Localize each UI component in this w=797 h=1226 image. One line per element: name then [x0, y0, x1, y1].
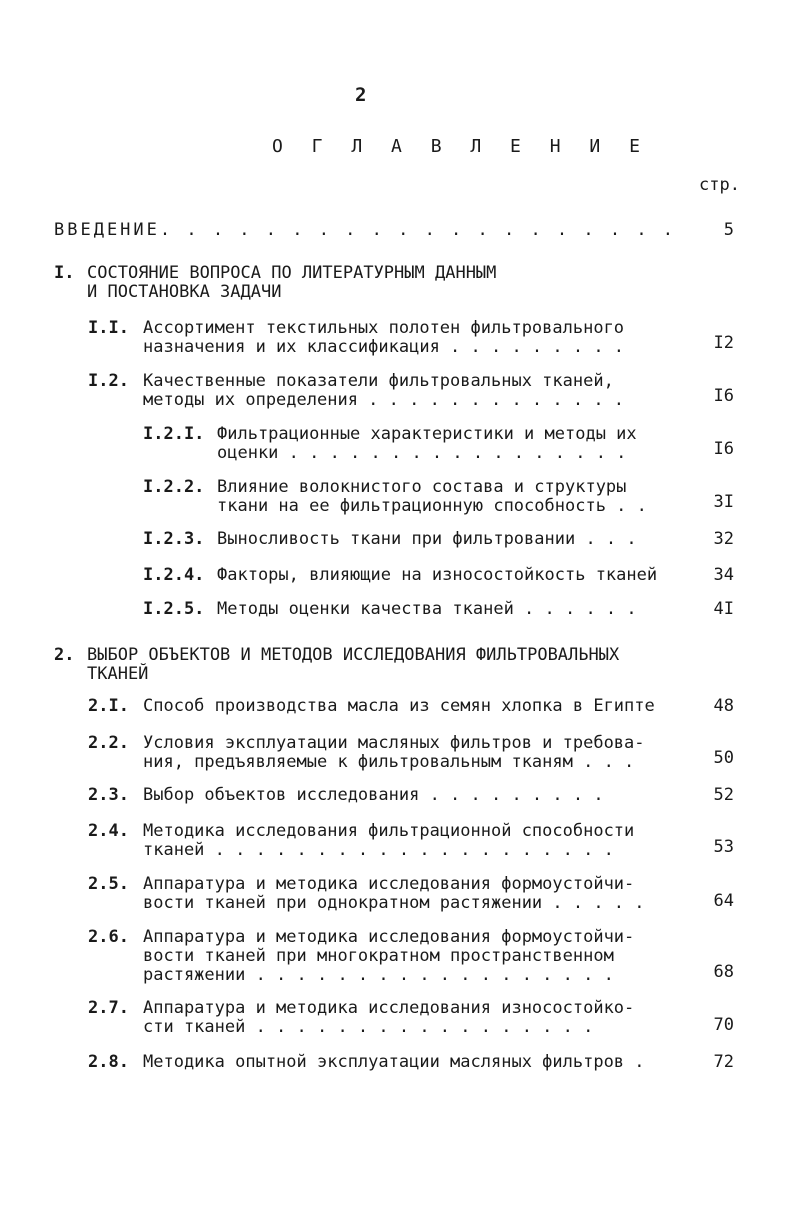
- entry-text: оценки . . . . . . . . . . . . . . . . .: [217, 443, 627, 463]
- entry-number: I.I.: [88, 318, 129, 338]
- entry-text: вости тканей при многократном пространственном: [143, 946, 614, 966]
- entry-number: 2.5.: [88, 874, 129, 894]
- entry-page: 64: [713, 891, 734, 911]
- entry-text: Аппаратура и методика исследования износостойко-: [143, 998, 635, 1018]
- entry-text: сти тканей . . . . . . . . . . . . . . . . .: [143, 1017, 594, 1037]
- entry-number: 2.4.: [88, 821, 129, 841]
- entry-text: Методика исследования фильтрационной способности: [143, 821, 635, 841]
- entry-page: 68: [713, 962, 734, 982]
- entry-number: I.2.5.: [143, 599, 205, 619]
- entry-number: 2.I.: [88, 696, 129, 716]
- entry-text: ния, предъявляемые к фильтровальным тканям . . .: [143, 752, 635, 772]
- page-column-label: стр.: [699, 175, 740, 195]
- entry-page: 70: [713, 1015, 734, 1035]
- entry-page: 32: [713, 529, 734, 549]
- entry-page: 72: [713, 1052, 734, 1072]
- entry-number: 2.2.: [88, 733, 129, 753]
- entry-text: ВВЕДЕНИЕ. . . . . . . . . . . . . . . . . . . .: [54, 220, 677, 240]
- entry-page: 53: [713, 837, 734, 857]
- entry-number: I.2.3.: [143, 529, 205, 549]
- entry-text: Способ производства масла из семян хлопка в Египте: [143, 696, 655, 716]
- entry-text: Ассортимент текстильных полотен фильтровального: [143, 318, 625, 338]
- entry-page: I6: [713, 439, 734, 459]
- entry-number: I.2.I.: [143, 424, 205, 444]
- entry-number: 2.6.: [88, 927, 129, 947]
- entry-text: растяжении . . . . . . . . . . . . . . . . . .: [143, 965, 614, 985]
- entry-page: 52: [713, 785, 734, 805]
- entry-text: Факторы, влияющие на износостойкость тканей: [217, 565, 658, 585]
- entry-text: Влияние волокнистого состава и структуры: [217, 477, 627, 497]
- entry-text: методы их определения . . . . . . . . . . . . .: [143, 390, 625, 410]
- entry-page: 5: [723, 220, 734, 240]
- entry-text: Аппаратура и методика исследования формоустойчи-: [143, 874, 635, 894]
- entry-page: I2: [713, 333, 734, 353]
- entry-page: I6: [713, 386, 734, 406]
- entry-text: Методы оценки качества тканей . . . . . .: [217, 599, 637, 619]
- entry-page: 48: [713, 696, 734, 716]
- entry-text: Условия эксплуатации масляных фильтров и требова-: [143, 733, 645, 753]
- entry-text: вости тканей при однократном растяжении . . . . .: [143, 893, 645, 913]
- entry-text: Методика опытной эксплуатации масляных фильтров .: [143, 1052, 645, 1072]
- entry-page: 4I: [713, 599, 734, 619]
- entry-number: 2.7.: [88, 998, 129, 1018]
- entry-number: I.2.4.: [143, 565, 205, 585]
- entry-number: I.2.2.: [143, 477, 205, 497]
- entry-page: 34: [713, 565, 734, 585]
- entry-text: ТКАНЕЙ: [87, 664, 149, 684]
- entry-text: И ПОСТАНОВКА ЗАДАЧИ: [87, 282, 282, 302]
- entry-number: I.: [54, 263, 75, 283]
- entry-page: 50: [713, 748, 734, 768]
- entry-text: назначения и их классификация . . . . . . . . .: [143, 337, 625, 357]
- entry-number: I.2.: [88, 371, 129, 391]
- entry-number: 2.: [54, 645, 75, 665]
- entry-text: тканей . . . . . . . . . . . . . . . . . . . .: [143, 840, 614, 860]
- entry-text: Аппаратура и методика исследования формоустойчи-: [143, 927, 635, 947]
- entry-text: Выносливость ткани при фильтровании . . .: [217, 529, 637, 549]
- entry-number: 2.3.: [88, 785, 129, 805]
- entry-text: Качественные показатели фильтровальных тканей,: [143, 371, 614, 391]
- entry-number: 2.8.: [88, 1052, 129, 1072]
- entry-text: Выбор объектов исследования . . . . . . . . .: [143, 785, 604, 805]
- entry-text: Фильтрационные характеристики и методы их: [217, 424, 637, 444]
- entry-text: ВЫБОР ОБЪЕКТОВ И МЕТОДОВ ИССЛЕДОВАНИЯ ФИЛЬТРОВАЛЬНЫХ: [87, 645, 620, 665]
- toc-title: О Г Л А В Л Е Н И Е: [272, 136, 649, 157]
- page-number: 2: [355, 84, 367, 106]
- entry-text: СОСТОЯНИЕ ВОПРОСА ПО ЛИТЕРАТУРНЫМ ДАННЫМ: [87, 263, 497, 283]
- entry-page: 3I: [713, 492, 734, 512]
- entry-text: ткани на ее фильтрационную способность . .: [217, 496, 647, 516]
